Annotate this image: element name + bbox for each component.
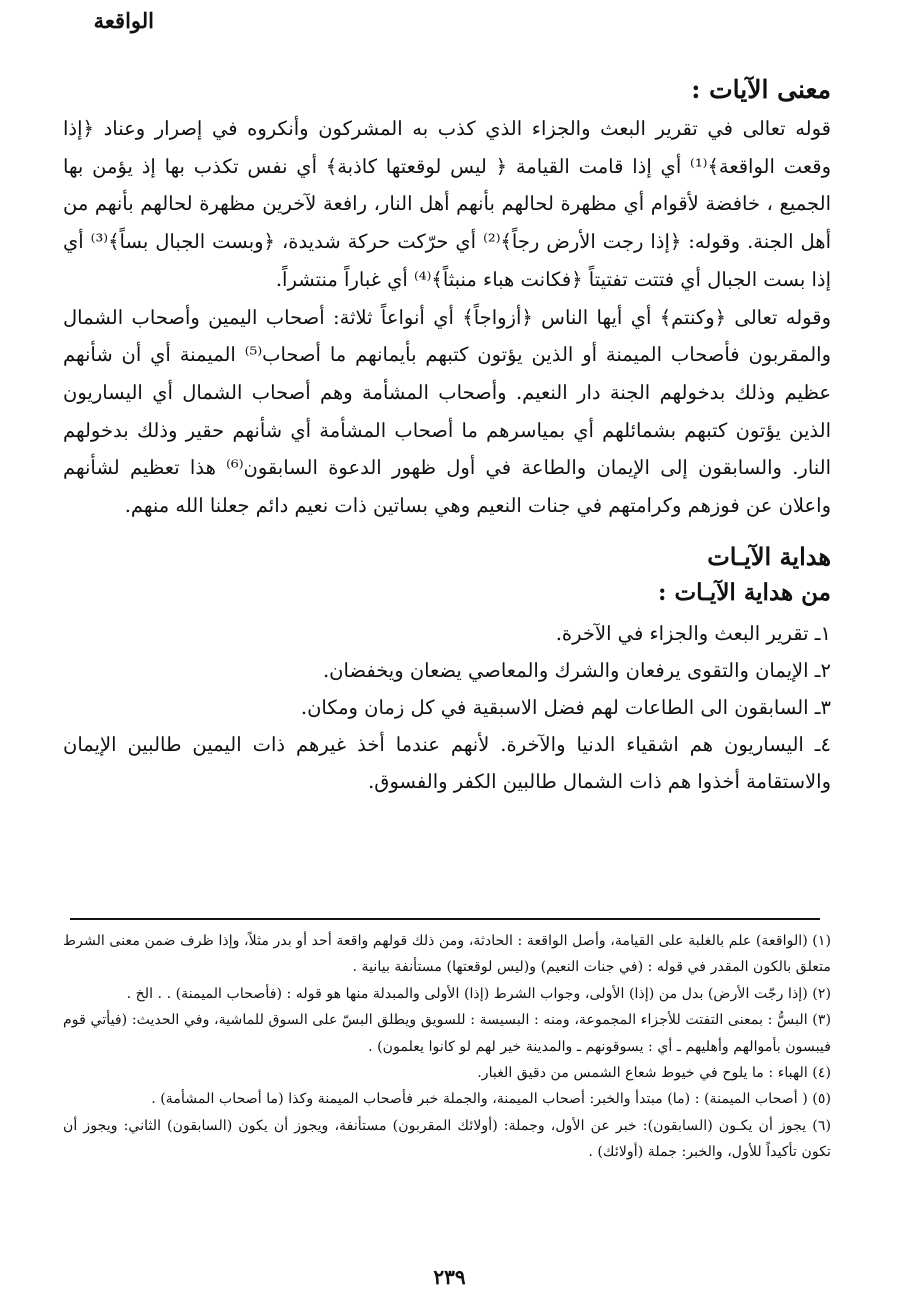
meaning-paragraph: وقوله تعالى ﴿وكنتم﴾ أي أيها الناس ﴿أزواجاً﴾ أي أنواعاً ثلاثة: أصحاب اليمين وأصحاب الشمال والمقربون فأصحاب الميمنة أو الذين يؤتون كتبهم بأيمانهم ما أصحاب⁽⁵⁾ الميمنة أي أن شأنهم عظيم وذلك بدخولهم الجنة دار النعيم. وأصحاب المشأمة وهم أصحاب الشمال أي اليساريون الذين يؤتون كتبهم بشمائلهم أي بمياسرهم ما أصحاب المشأمة أي شأنهم حقير وذلك بدخولهم النار. والسابقون إلى الإيمان والطاعة في أول ظهور الدعوة السابقون⁽⁶⁾ هذا تعظيم لشأنهم واعلان عن فوزهم وكرامتهم في جنات النعيم وهي بساتين ذات نعيم دائم جعلنا الله منهم. <box>63 305 831 518</box>
main-text-block <box>63 70 831 800</box>
meaning-section-title: معنى الآيات : <box>691 75 831 104</box>
running-header-title: الواقعة <box>93 8 154 33</box>
footnote: (١) (الواقعة) علم بالغلبة على القيامة، وأصل الواقعة : الحادثة، ومن ذلك قولهم واقعة أحد أو بدر مثلاً، وإذا ظرف ضمن معنى الشرط متعلق بالكون المقدر في قوله : (في جنات النعيم) و(ليس لوقعتها) مستأنفة بيانية . <box>63 933 831 976</box>
meaning-paragraph: قوله تعالى في تقرير البعث والجزاء الذي كذب به المشركون وأنكروه في إصرار وعناد ﴿إذا وقعت الواقعة﴾⁽¹⁾ أي إذا قامت القيامة ﴿ ليس لوقعتها كاذبة﴾ أي نفس تكذب بها إذ يؤمن بها الجميع ، خافضة لأقوام أي مظهرة لحالهم بأنهم أهل النار، رافعة لآخرين مظهرة لحالهم بأنهم من أهل الجنة. وقوله: ﴿إذا رجت الأرض رجاً﴾⁽²⁾ أي حرّكت حركة شديدة، ﴿وبست الجبال بساً﴾⁽³⁾ أي إذا بست الجبال أي فتتت تفتيتاً ﴿فكانت هباء منبثاً﴾⁽⁴⁾ أي غباراً منتشراً. <box>63 117 831 291</box>
guidance-section-title: هداية الآيـات <box>707 541 831 571</box>
footnote-divider <box>70 918 820 920</box>
footnotes-block <box>63 928 831 1166</box>
footnote: (٣) البسُّ : بمعنى التفتت للأجزاء المجموعة، ومنه : البسيسة : للسويق ويطلق البسّ على السوق للماشية، وفي الحديث: (فيأتي قوم فيبسون بأموالهم وأهليهم ـ أي : يسوقونهم ـ والمدينة خير لهم لو كانوا يعلمون) . <box>63 1012 831 1055</box>
footnote: (٦) يجوز أن يكـون (السابقون): خبر عن الأول، وجملة: (أولائك المقربون) مستأنفة، ويجوز أن يكون (السابقون) الثاني: ويجوز أن تكون تأكيداً للأول، والخبر: جملة (أولائك) . <box>63 1117 831 1161</box>
footnote: (٢) (إذا رجّت الأرض) بدل من (إذا) الأولى، وجواب الشرط (إذا) الأولى والمبدلة منها هو قوله : (فأصحاب الميمنة) . . الخ . <box>126 985 831 1002</box>
footnote: (٥) ( أصحاب الميمنة) : (ما) مبتدأ والخبر: أصحاب الميمنة، والجملة خبر فأصحاب الميمنة وكذا (ما أصحاب المشأمة) . <box>151 1091 831 1108</box>
meaning-paragraphs <box>63 110 831 525</box>
guidance-list <box>63 615 831 800</box>
guidance-item: ٣ـ السابقون الى الطاعات لهم فضل الاسبقية في كل زمان ومكان. <box>300 695 831 719</box>
footnote: (٤) الهباء : ما يلوح في خيوط شعاع الشمس من دقيق الغبار. <box>477 1065 831 1082</box>
guidance-item: ١ـ تقرير البعث والجزاء في الآخرة. <box>555 621 831 645</box>
guidance-subtitle: من هداية الآيـات : <box>658 578 831 606</box>
guidance-item: ٤ـ اليساريون هم اشقياء الدنيا والآخرة. لأنهم عندما أخذ غيرهم ذات اليمين طالبين الإيمان والاستقامة أخذوا هم ذات الشمال طالبين الكفر والفسوق. <box>63 732 831 793</box>
page-number: ٢٣٩ <box>433 1265 466 1289</box>
guidance-item: ٢ـ الإيمان والتقوى يرفعان والشرك والمعاصي يضعان ويخفضان. <box>322 658 831 682</box>
